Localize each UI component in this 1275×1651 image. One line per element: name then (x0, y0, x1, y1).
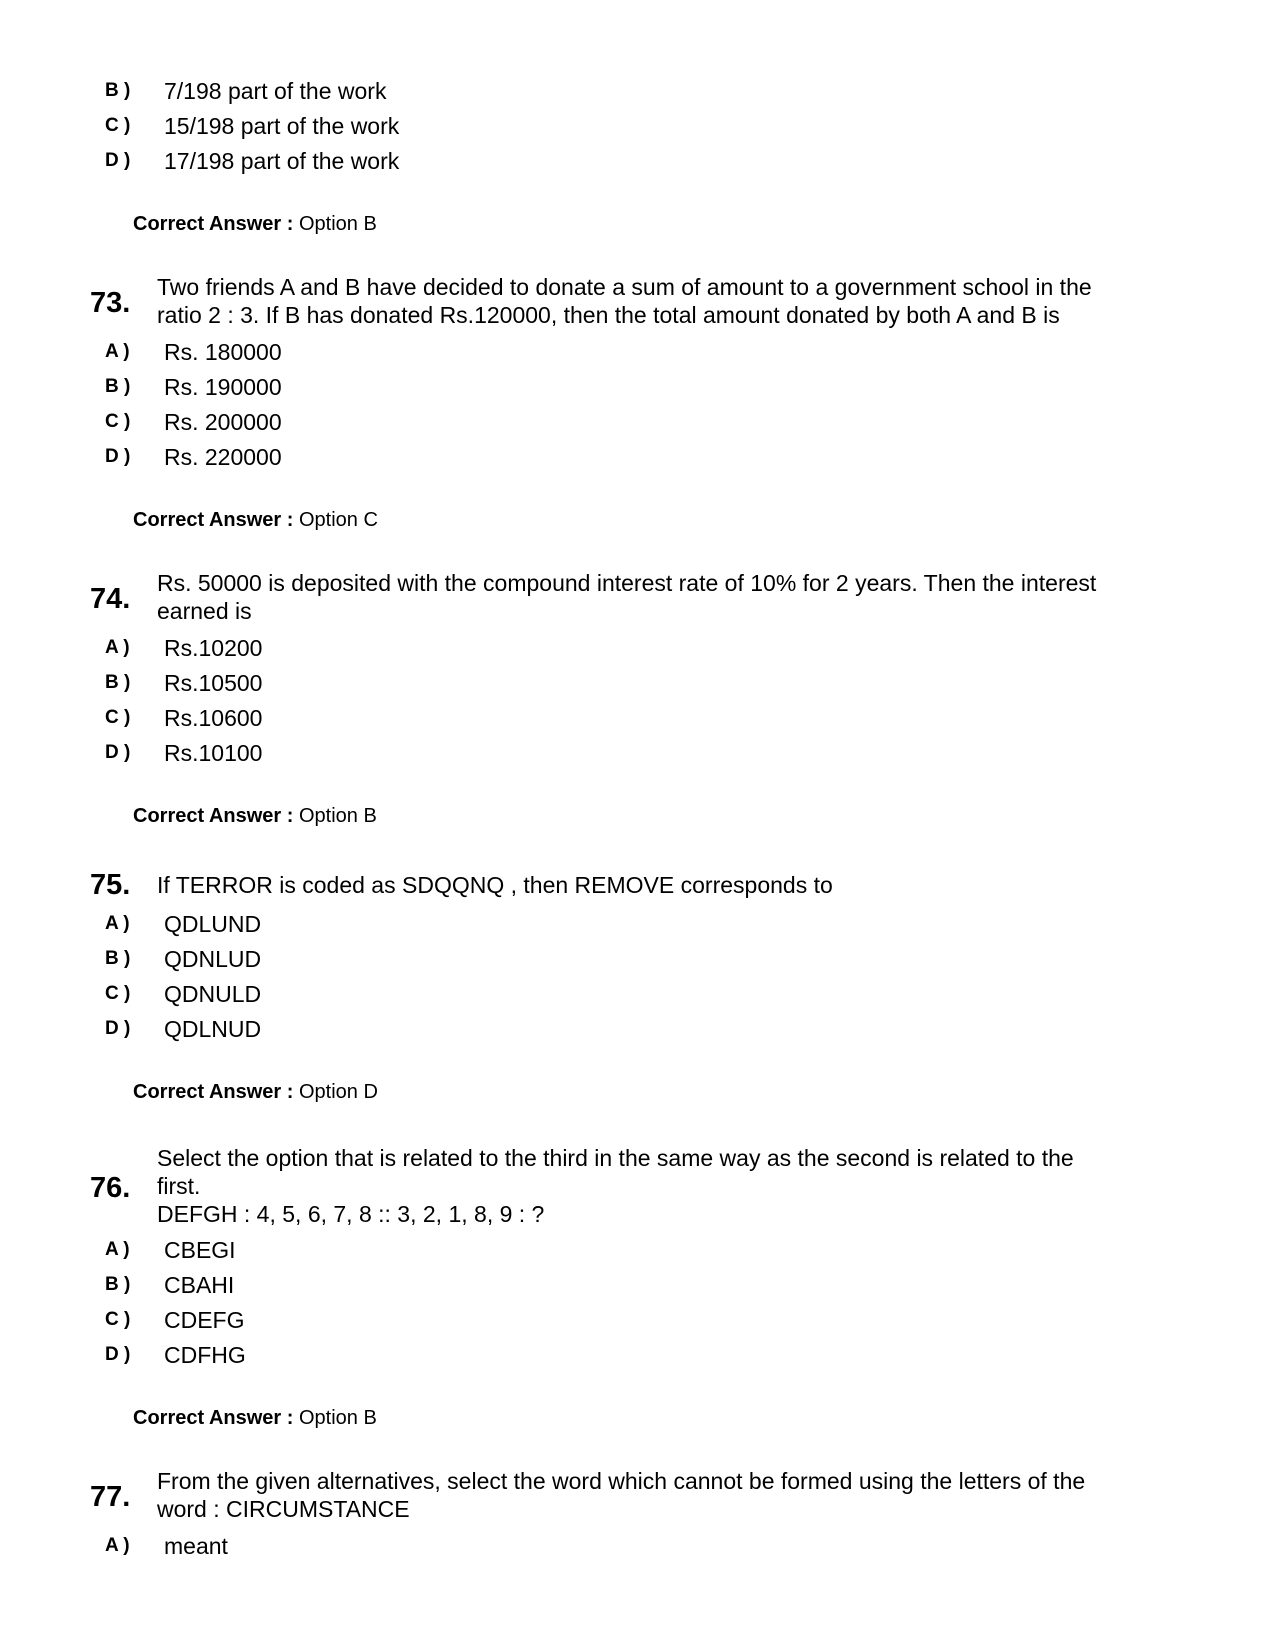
question-text (157, 1467, 1187, 1523)
option-letter: A ) (105, 1239, 130, 1260)
option-text: CBAHI (164, 1272, 235, 1298)
option-letter: B ) (105, 376, 131, 397)
correct-answer-value: Option B (298, 805, 377, 827)
option-letter: D ) (105, 1018, 131, 1039)
question-text (157, 1144, 1187, 1228)
option-text: 17/198 part of the work (164, 148, 400, 174)
correct-answer-label: Correct Answer : (133, 213, 294, 235)
correct-answer-label: Correct Answer : (133, 509, 294, 531)
option-text: Rs. 200000 (164, 409, 282, 435)
option-letter: C ) (105, 707, 131, 728)
question-line: DEFGH : 4, 5, 6, 7, 8 :: 3, 2, 1, 8, 9 : ? (157, 1201, 545, 1227)
question-text (157, 871, 1187, 899)
option-text: Rs.10600 (164, 705, 263, 731)
correct-answer-label: Correct Answer : (133, 1081, 294, 1103)
option-letter: B ) (105, 1274, 131, 1295)
option-text: Rs.10100 (164, 740, 263, 766)
option-letter: A ) (105, 1535, 130, 1556)
correct-answer-label: Correct Answer : (133, 805, 294, 827)
option-text: QDLUND (164, 911, 262, 937)
option-text: 7/198 part of the work (164, 78, 387, 104)
question-number: 75. (90, 869, 131, 901)
option-text: QDNULD (164, 981, 262, 1007)
option-text: meant (164, 1533, 228, 1559)
correct-answer (133, 1404, 377, 1432)
option-letter: A ) (105, 637, 130, 658)
option-text: 15/198 part of the work (164, 113, 400, 139)
question-number: 76. (90, 1172, 131, 1204)
option-letter: C ) (105, 983, 131, 1004)
correct-answer (133, 210, 377, 238)
question-line: From the given alternatives, select the word which cannot be formed using the letters of the (157, 1468, 1086, 1494)
option-letter: D ) (105, 150, 131, 171)
option-text: Rs. 220000 (164, 444, 282, 470)
correct-answer-label: Correct Answer : (133, 1407, 294, 1429)
correct-answer (133, 506, 378, 534)
correct-answer-value: Option B (298, 1407, 377, 1429)
question-line: earned is (157, 598, 252, 624)
option-letter: D ) (105, 446, 131, 467)
question-line: If TERROR is coded as SDQQNQ , then REMOVE corresponds to (157, 872, 833, 898)
option-text: CBEGI (164, 1237, 236, 1263)
option-letter: C ) (105, 411, 131, 432)
option-text: Rs.10200 (164, 635, 263, 661)
question-line: Two friends A and B have decided to donate a sum of amount to a government school in the (157, 274, 1092, 300)
question-text (157, 569, 1187, 625)
question-line: first. (157, 1173, 201, 1199)
correct-answer (133, 1078, 378, 1106)
option-letter: B ) (105, 948, 131, 969)
question-number: 74. (90, 583, 131, 615)
correct-answer-value: Option D (298, 1081, 378, 1103)
correct-answer (133, 802, 377, 830)
option-text: CDEFG (164, 1307, 245, 1333)
option-text: Rs.10500 (164, 670, 263, 696)
option-text: QDLNUD (164, 1016, 262, 1042)
question-line: ratio 2 : 3. If B has donated Rs.120000, then the total amount donated by both A and B is (157, 302, 1060, 328)
question-text (157, 273, 1187, 329)
option-letter: D ) (105, 742, 131, 763)
option-letter: D ) (105, 1344, 131, 1365)
option-letter: B ) (105, 80, 131, 101)
option-text: Rs. 190000 (164, 374, 282, 400)
option-text: CDFHG (164, 1342, 246, 1368)
option-letter: C ) (105, 115, 131, 136)
correct-answer-value: Option C (298, 509, 378, 531)
question-line: Rs. 50000 is deposited with the compound interest rate of 10% for 2 years. Then the interest (157, 570, 1097, 596)
option-letter: C ) (105, 1309, 131, 1330)
question-number: 77. (90, 1481, 131, 1513)
question-line: Select the option that is related to the third in the same way as the second is related to the (157, 1145, 1074, 1171)
option-letter: A ) (105, 341, 130, 362)
question-line: word : CIRCUMSTANCE (157, 1496, 410, 1522)
option-text: QDNLUD (164, 946, 262, 972)
option-letter: A ) (105, 913, 130, 934)
question-number: 73. (90, 287, 131, 319)
correct-answer-value: Option B (298, 213, 377, 235)
option-text: Rs. 180000 (164, 339, 282, 365)
option-letter: B ) (105, 672, 131, 693)
